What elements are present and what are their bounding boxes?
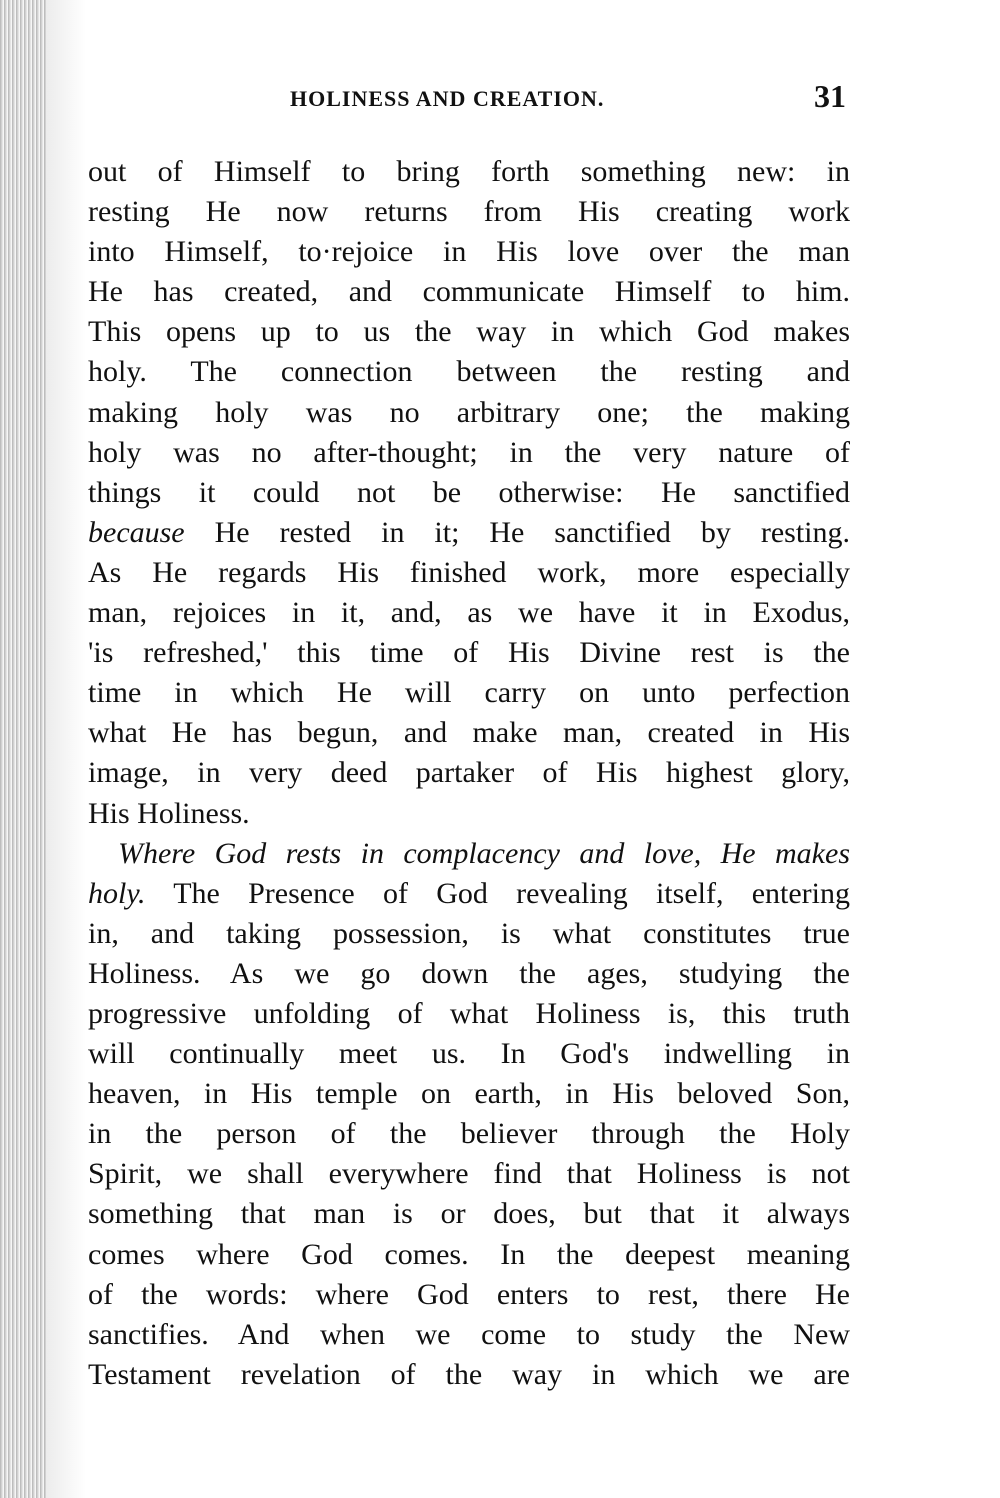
text-line: man, rejoices in it, and, as we have it in Exodus, xyxy=(88,596,850,630)
text-line: Holiness. As we go down the ages, studying the xyxy=(88,956,850,990)
text-line-holy: holy. The Presence of God revealing itself, entering xyxy=(88,876,850,910)
text-line: holy was no after-thought; in the very nature of xyxy=(88,435,850,469)
text-line: things it could not be otherwise: He sanctified xyxy=(88,475,850,509)
text-line: resting He now returns from His creating work xyxy=(88,195,850,229)
page-number: 31 xyxy=(814,78,846,114)
text-line: Spirit, we shall everywhere find that Holiness is not xyxy=(88,1157,850,1191)
text-line-because: because He rested in it; He sanctified by resting. xyxy=(88,515,850,549)
text-line: into Himself, to·rejoice in His love over the man xyxy=(88,235,850,269)
text-line: of the words: where God enters to rest, there He xyxy=(88,1277,850,1311)
running-head xyxy=(88,80,850,120)
text-line: 'is refreshed,' this time of His Divine rest is the xyxy=(88,636,850,670)
text-line: will continually meet us. In God's indwelling in xyxy=(88,1037,850,1071)
text-line: He has created, and communicate Himself to him. xyxy=(88,275,850,309)
text-line: progressive unfolding of what Holiness is, this truth xyxy=(88,996,850,1030)
running-title: HOLINESS AND CREATION. xyxy=(290,86,605,111)
text-line: image, in very deed partaker of His highest glory, xyxy=(88,756,850,790)
scan-gutter-shadow xyxy=(0,0,46,1498)
italic-emphasis: because xyxy=(88,515,185,549)
text-line: This opens up to us the way in which God makes xyxy=(88,315,850,349)
text-line: heaven, in His temple on earth, in His beloved Son, xyxy=(88,1077,850,1111)
text-line: comes where God comes. In the deepest meaning xyxy=(88,1237,850,1271)
text-line: what He has begun, and make man, created in His xyxy=(88,716,850,750)
paragraph-end-line: His Holiness. xyxy=(88,796,250,830)
scan-gutter-fade xyxy=(46,0,86,1498)
text-line: something that man is or does, but that it always xyxy=(88,1197,850,1231)
text-line: sanctifies. And when we come to study the New xyxy=(88,1317,850,1351)
italic-thesis-line: Where God rests in complacency and love, He makes xyxy=(118,836,850,870)
body-text xyxy=(88,152,850,1395)
text-line: in the person of the believer through the Holy xyxy=(88,1117,850,1151)
text-line: in, and taking possession, is what constitutes true xyxy=(88,916,850,950)
text-line: holy. The connection between the resting and xyxy=(88,355,850,389)
text-line: Testament revelation of the way in which we are xyxy=(88,1357,850,1391)
text-line: As He regards His finished work, more especially xyxy=(88,555,850,589)
text-line: time in which He will carry on unto perfection xyxy=(88,676,850,710)
text-line: out of Himself to bring forth something new: in xyxy=(88,155,850,188)
italic-emphasis: holy. xyxy=(88,876,146,910)
text-line: making holy was no arbitrary one; the making xyxy=(88,395,850,429)
